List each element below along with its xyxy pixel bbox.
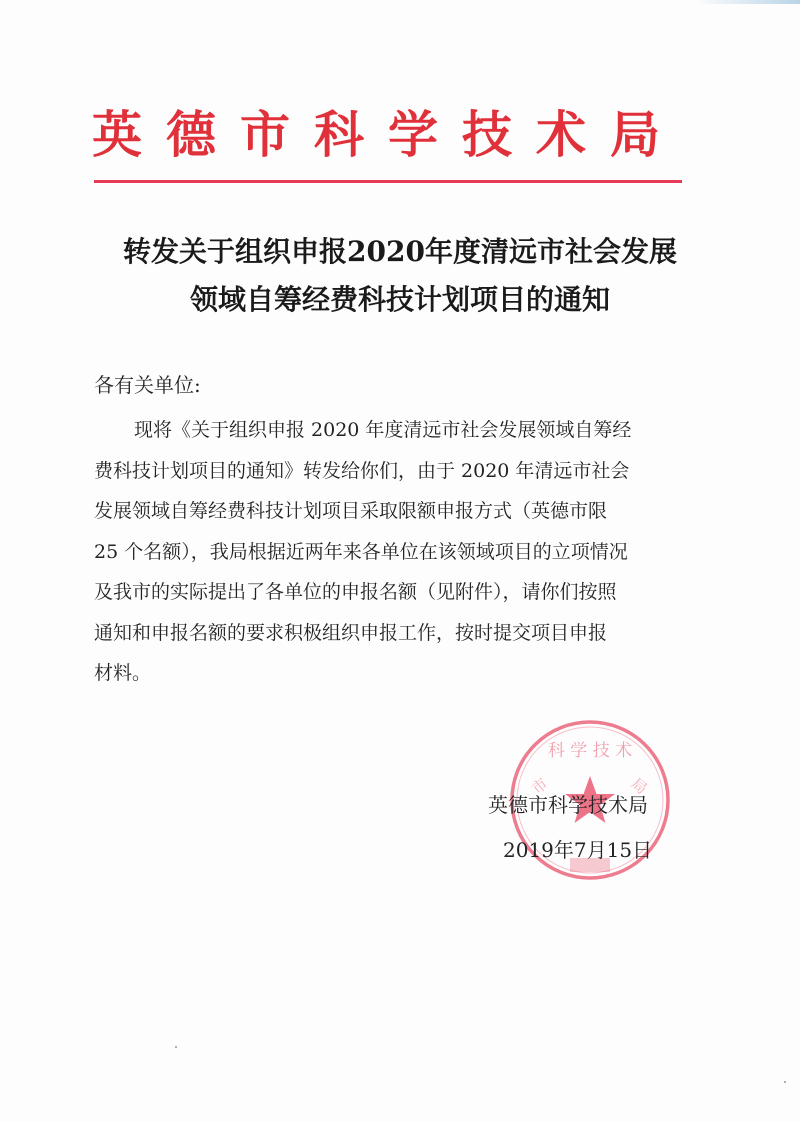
body-line-2: 费科技计划项目的通知》转发给你们，由于 2020 年清远市社会 xyxy=(94,459,630,482)
masthead-org-name: 英德市科学技术局 xyxy=(92,105,684,164)
document-title-line-1: 转发关于组织申报2020年度清远市社会发展 xyxy=(123,235,677,268)
salutation: 各有关单位: xyxy=(94,373,201,397)
masthead-red-rule xyxy=(94,180,682,183)
document-title-line-2: 领域自筹经费科技计划项目的通知 xyxy=(189,283,610,316)
scan-speck xyxy=(175,1046,177,1048)
signature-org: 英德市科学技术局 xyxy=(488,793,648,817)
document-title xyxy=(60,228,740,324)
body-line-6: 通知和申报名额的要求积极组织申报工作，按时提交项目申报 xyxy=(94,621,608,644)
signature-date: 2019年7月15日 xyxy=(503,838,653,862)
body-line-4: 25 个名额），我局根据近两年来各单位在该领域项目的立项情况 xyxy=(94,540,628,563)
svg-text:局: 局 xyxy=(627,774,651,798)
svg-text:市: 市 xyxy=(528,774,552,798)
body-paragraph xyxy=(94,410,694,694)
svg-text:科 学 技 术: 科 学 技 术 xyxy=(547,741,633,761)
body-line-5: 及我市的实际提出了各单位的申报名额（见附件），请你们按照 xyxy=(94,581,617,603)
body-line-1: 现将《关于组织申报 2020 年度清远市社会发展领域自筹经 xyxy=(134,419,632,441)
scan-speck xyxy=(784,1081,786,1083)
scan-edge-artifact xyxy=(690,0,800,4)
body-line-3: 发展领域自筹经费科技计划项目采取限额申报方式（英德市限 xyxy=(94,500,608,522)
body-line-7: 材料。 xyxy=(94,662,152,684)
